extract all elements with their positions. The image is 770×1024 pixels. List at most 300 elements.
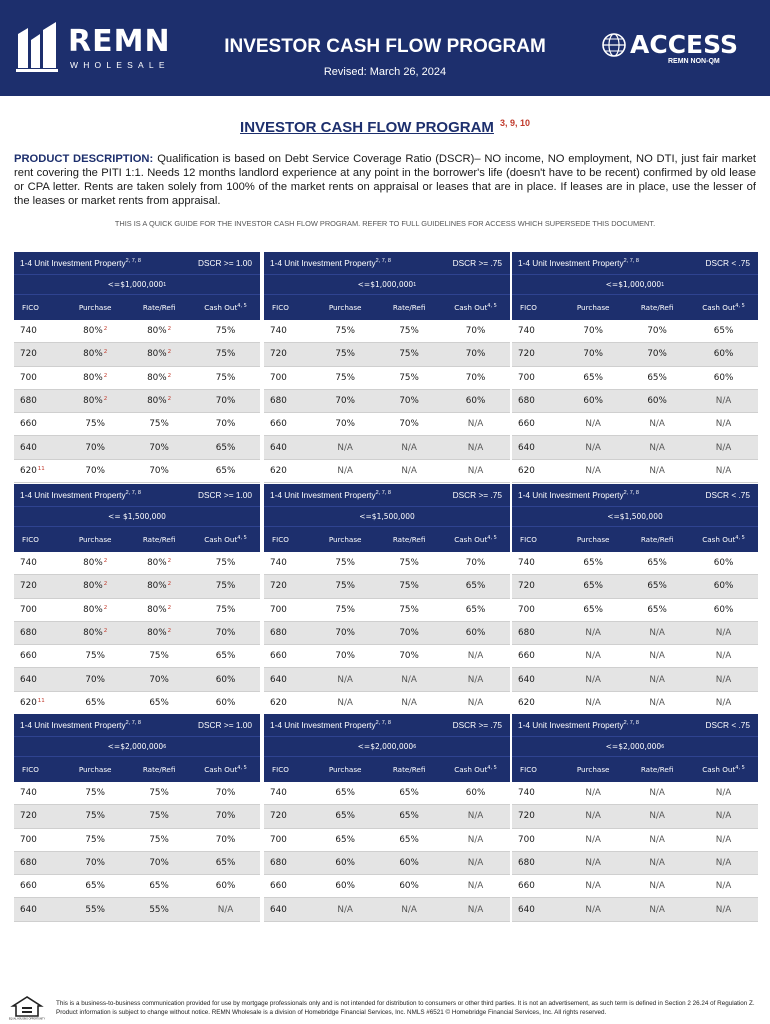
purchase-value: 65% [583, 604, 603, 615]
purchase-cell [313, 558, 377, 568]
loan-limit-row [14, 506, 260, 526]
cash-out-cell: N/A [467, 651, 484, 662]
fico-value: 700 [518, 372, 535, 383]
fico-value: 640 [518, 904, 535, 915]
purchase-cell [561, 858, 625, 868]
purchase-value: N/A [337, 674, 353, 685]
fico-value: 700 [518, 834, 535, 845]
table-row [14, 343, 260, 366]
col-purchase: Purchase [78, 765, 112, 774]
purchase-value: 60% [583, 396, 603, 407]
fico-value: 660 [518, 419, 535, 430]
purchase-cell [313, 788, 377, 798]
purchase-value: N/A [337, 904, 353, 915]
table-row [14, 367, 260, 390]
fico-value: 700 [270, 604, 287, 615]
fico-cell [264, 698, 313, 708]
loan-limit-footnote: 1 [163, 281, 167, 288]
rate-refi-value: 80% [147, 628, 167, 639]
table-row [512, 852, 758, 875]
rate-refi-value: 60% [399, 881, 419, 892]
purchase-value: N/A [585, 651, 601, 662]
ltv-table [14, 252, 260, 483]
purchase-cell [313, 396, 377, 406]
col-fico: FICO [22, 303, 39, 312]
ltv-table [264, 252, 510, 483]
table-row [14, 460, 260, 483]
loan-limit: <=$2,000,000 [107, 742, 164, 751]
col-fico: FICO [520, 765, 537, 774]
cash-out-cell: N/A [467, 834, 484, 845]
purchase-footnote: 2 [103, 558, 108, 565]
table-row [264, 898, 510, 921]
rate-refi-cell [377, 835, 441, 845]
rate-refi-footnote: 2 [167, 396, 172, 403]
rate-refi-value: 55% [149, 904, 169, 915]
rate-refi-cell [377, 651, 441, 661]
purchase-value: 75% [85, 811, 105, 822]
col-cash-out [689, 303, 758, 312]
fico-cell [14, 558, 63, 568]
fico-cell [264, 858, 313, 868]
col-fico: FICO [22, 765, 39, 774]
rate-refi-cell [377, 811, 441, 821]
fico-value: 640 [270, 442, 287, 453]
cash-out-cell: 60% [713, 558, 734, 569]
col-rate-refi: Rate/Refi [640, 535, 674, 544]
purchase-cell [313, 466, 377, 476]
fico-cell [512, 466, 561, 476]
fico-value: 740 [270, 326, 287, 337]
fico-cell [14, 788, 63, 798]
fico-cell [512, 788, 561, 798]
table-row [14, 805, 260, 828]
access-logo [600, 30, 760, 70]
purchase-value: N/A [585, 904, 601, 915]
fico-value: 680 [518, 396, 535, 407]
fico-cell [264, 558, 313, 568]
cash-out-cell: 65% [215, 651, 236, 662]
rate-refi-cell [127, 835, 191, 845]
fico-value: 620 [20, 697, 37, 708]
table-row [512, 436, 758, 459]
purchase-cell [561, 675, 625, 685]
cash-out-cell: 60% [713, 604, 734, 615]
property-type [20, 258, 141, 268]
rate-refi-cell [625, 581, 689, 591]
column-headers [14, 526, 260, 552]
fico-value: 740 [20, 558, 37, 569]
purchase-cell [561, 651, 625, 661]
fico-cell [14, 675, 63, 685]
purchase-cell [63, 373, 127, 383]
purchase-cell [313, 373, 377, 383]
rate-refi-cell [625, 419, 689, 429]
property-footnote: 2, 7, 8 [623, 720, 639, 726]
purchase-cell [63, 835, 127, 845]
fico-value: 680 [270, 628, 287, 639]
table-row [512, 367, 758, 390]
purchase-value: 80% [83, 326, 103, 337]
ltv-table [512, 484, 758, 715]
cash-out-cell: N/A [467, 881, 484, 892]
rate-refi-value: 75% [399, 326, 419, 337]
purchase-cell [313, 419, 377, 429]
ltv-table [264, 484, 510, 715]
cash-out-cell: N/A [715, 651, 732, 662]
table-header [14, 484, 260, 506]
rate-refi-cell [127, 396, 191, 406]
cash-out-cell: N/A [467, 442, 484, 453]
loan-limit-footnote: 6 [163, 743, 167, 750]
table-header [264, 714, 510, 736]
fico-value: 720 [20, 811, 37, 822]
purchase-value: 80% [83, 628, 103, 639]
fico-value: 700 [270, 372, 287, 383]
rate-refi-cell [127, 788, 191, 798]
purchase-cell [63, 905, 127, 915]
property-footnote: 2, 7, 8 [125, 258, 141, 264]
cash-out-cell: 60% [713, 581, 734, 592]
table-row [264, 367, 510, 390]
purchase-cell [561, 373, 625, 383]
col-cash-out-footnote: 4, 5 [735, 303, 745, 309]
rate-refi-value: 80% [147, 349, 167, 360]
rate-refi-cell [127, 558, 191, 568]
rate-refi-value: N/A [649, 858, 665, 869]
property-type [20, 490, 141, 500]
fico-value: 620 [518, 465, 535, 476]
rate-refi-cell [625, 905, 689, 915]
ltv-table [512, 252, 758, 483]
table-header [512, 714, 758, 736]
rate-refi-cell [377, 443, 441, 453]
rate-refi-cell [377, 466, 441, 476]
cash-out-cell: 70% [465, 372, 486, 383]
column-headers [512, 526, 758, 552]
purchase-value: 75% [335, 349, 355, 360]
table-row [14, 852, 260, 875]
rate-refi-cell [127, 675, 191, 685]
fico-value: 680 [270, 396, 287, 407]
rate-refi-value: 70% [149, 442, 169, 453]
dscr-threshold: DSCR >= .75 [452, 720, 502, 730]
rate-refi-footnote: 2 [167, 372, 172, 379]
col-purchase: Purchase [576, 535, 610, 544]
rate-refi-value: 75% [399, 372, 419, 383]
rate-refi-value: 80% [147, 581, 167, 592]
purchase-cell [63, 326, 127, 336]
col-cash-out-label: Cash Out [204, 765, 238, 774]
table-row [264, 645, 510, 668]
fico-cell [264, 349, 313, 359]
col-fico: FICO [272, 303, 289, 312]
loan-limit-row [264, 506, 510, 526]
table-row [14, 436, 260, 459]
purchase-value: 70% [335, 628, 355, 639]
rate-refi-value: N/A [649, 674, 665, 685]
rate-refi-cell [377, 881, 441, 891]
dscr-threshold: DSCR < .75 [705, 258, 750, 268]
purchase-cell [561, 349, 625, 359]
loan-limit: <=$2,000,000 [605, 742, 662, 751]
purchase-value: 70% [335, 419, 355, 430]
table-row [264, 692, 510, 715]
purchase-cell [63, 881, 127, 891]
cash-out-cell: 70% [215, 396, 236, 407]
property-type [518, 258, 639, 268]
fico-footnote: 11 [37, 465, 45, 472]
purchase-value: N/A [585, 834, 601, 845]
property-footnote: 2, 7, 8 [623, 490, 639, 496]
col-fico: FICO [22, 535, 39, 544]
rate-refi-cell [377, 675, 441, 685]
cash-out-cell: 60% [215, 674, 236, 685]
loan-limit-row [264, 736, 510, 756]
purchase-value: N/A [585, 881, 601, 892]
purchase-value: N/A [337, 442, 353, 453]
rate-refi-cell [127, 373, 191, 383]
purchase-value: 75% [335, 326, 355, 337]
fico-cell [512, 396, 561, 406]
col-cash-out [441, 303, 510, 312]
property-label: 1-4 Unit Investment Property [518, 490, 624, 500]
fico-cell [14, 651, 63, 661]
table-row [14, 552, 260, 575]
rate-refi-cell [625, 443, 689, 453]
rate-refi-cell [625, 373, 689, 383]
rate-refi-value: 60% [399, 858, 419, 869]
purchase-value: N/A [585, 811, 601, 822]
purchase-value: 80% [83, 558, 103, 569]
table-header [512, 484, 758, 506]
table-header [14, 714, 260, 736]
rate-refi-cell [377, 628, 441, 638]
fico-value: 740 [270, 558, 287, 569]
fico-value: 720 [518, 811, 535, 822]
property-type [518, 720, 639, 730]
fico-value: 700 [20, 604, 37, 615]
table-row [14, 875, 260, 898]
table-row [14, 320, 260, 343]
property-label: 1-4 Unit Investment Property [270, 258, 376, 268]
table-row [264, 575, 510, 598]
purchase-value: 80% [83, 349, 103, 360]
table-row [14, 668, 260, 691]
rate-refi-value: 70% [149, 674, 169, 685]
cash-out-cell: 75% [215, 372, 236, 383]
rate-refi-value: 70% [149, 465, 169, 476]
loan-limit-row [512, 736, 758, 756]
col-rate-refi: Rate/Refi [640, 765, 674, 774]
col-cash-out-footnote: 4, 5 [735, 765, 745, 771]
col-cash-out [191, 303, 260, 312]
purchase-footnote: 2 [103, 581, 108, 588]
rate-refi-cell [377, 788, 441, 798]
rate-refi-value: N/A [649, 651, 665, 662]
cash-out-cell: 70% [215, 811, 236, 822]
product-description [14, 152, 756, 208]
fico-value: 640 [518, 442, 535, 453]
purchase-cell [313, 628, 377, 638]
col-cash-out-label: Cash Out [454, 765, 488, 774]
fico-cell [512, 605, 561, 615]
purchase-value: N/A [585, 788, 601, 799]
purchase-value: 65% [335, 788, 355, 799]
fico-value: 680 [518, 628, 535, 639]
cash-out-cell: N/A [715, 904, 732, 915]
table-row [512, 460, 758, 483]
fico-cell [512, 881, 561, 891]
rate-refi-value: 75% [399, 558, 419, 569]
table-row [512, 875, 758, 898]
purchase-cell [63, 788, 127, 798]
rate-refi-value: 70% [399, 396, 419, 407]
loan-limit-row [14, 736, 260, 756]
cash-out-cell: N/A [467, 697, 484, 708]
fico-value: 680 [20, 858, 37, 869]
fico-value: 620 [270, 697, 287, 708]
purchase-cell [63, 811, 127, 821]
cash-out-cell: 75% [215, 349, 236, 360]
cash-out-cell: N/A [715, 834, 732, 845]
fico-cell [264, 788, 313, 798]
fico-value: 620 [20, 465, 37, 476]
loan-limit: <= $1,500,000 [108, 512, 166, 521]
rate-refi-cell [625, 396, 689, 406]
rate-refi-value: 75% [399, 349, 419, 360]
col-purchase: Purchase [328, 303, 362, 312]
purchase-value: N/A [585, 442, 601, 453]
purchase-value: 80% [83, 372, 103, 383]
rate-refi-cell [377, 558, 441, 568]
cash-out-cell: 70% [215, 834, 236, 845]
table-row [512, 343, 758, 366]
fico-cell [14, 349, 63, 359]
cash-out-cell: N/A [467, 674, 484, 685]
cash-out-cell: N/A [715, 811, 732, 822]
purchase-value: N/A [585, 674, 601, 685]
rate-refi-value: 65% [647, 581, 667, 592]
fico-cell [512, 651, 561, 661]
column-headers [512, 294, 758, 320]
cash-out-cell: 75% [215, 326, 236, 337]
fico-value: 700 [20, 834, 37, 845]
fico-cell [14, 443, 63, 453]
property-type [20, 720, 141, 730]
loan-limit-footnote: 1 [413, 281, 417, 288]
fico-value: 740 [518, 558, 535, 569]
fico-cell [264, 396, 313, 406]
fico-value: 660 [270, 881, 287, 892]
purchase-value: 60% [335, 881, 355, 892]
ltv-table [14, 484, 260, 715]
rate-refi-cell [377, 349, 441, 359]
col-rate-refi: Rate/Refi [142, 765, 176, 774]
purchase-cell [561, 581, 625, 591]
cash-out-cell: 65% [215, 465, 236, 476]
page-title [0, 118, 770, 137]
purchase-cell [561, 419, 625, 429]
fico-value: 720 [20, 349, 37, 360]
fico-value: 640 [20, 442, 37, 453]
purchase-cell [561, 835, 625, 845]
table-row [264, 782, 510, 805]
dscr-threshold: DSCR < .75 [705, 720, 750, 730]
cash-out-cell: 60% [465, 788, 486, 799]
cash-out-cell: 70% [215, 788, 236, 799]
table-row [264, 343, 510, 366]
purchase-cell [63, 558, 127, 568]
fico-value: 720 [270, 349, 287, 360]
purchase-value: 80% [83, 396, 103, 407]
fico-value: 720 [270, 811, 287, 822]
fico-cell [264, 581, 313, 591]
col-rate-refi: Rate/Refi [392, 765, 426, 774]
loan-limit-row [264, 274, 510, 294]
purchase-cell [561, 698, 625, 708]
cash-out-cell: 65% [713, 326, 734, 337]
table-row [264, 390, 510, 413]
rate-refi-cell [127, 581, 191, 591]
col-cash-out-footnote: 4, 5 [237, 765, 247, 771]
fico-value: 660 [518, 651, 535, 662]
table-row [512, 390, 758, 413]
cash-out-cell: 60% [215, 697, 236, 708]
col-cash-out-label: Cash Out [702, 535, 736, 544]
cash-out-cell: 75% [215, 581, 236, 592]
rate-refi-cell [625, 881, 689, 891]
property-type [270, 490, 391, 500]
col-rate-refi: Rate/Refi [142, 303, 176, 312]
fico-value: 680 [518, 858, 535, 869]
col-rate-refi: Rate/Refi [392, 303, 426, 312]
table-row [264, 829, 510, 852]
fico-value: 740 [518, 326, 535, 337]
purchase-cell [561, 443, 625, 453]
fico-cell [264, 443, 313, 453]
cash-out-cell: 60% [215, 881, 236, 892]
page-header [0, 0, 770, 96]
fico-cell [14, 466, 63, 476]
rate-refi-value: 80% [147, 326, 167, 337]
property-type [518, 490, 639, 500]
table-row [512, 829, 758, 852]
rate-refi-cell [377, 698, 441, 708]
loan-limit-footnote: 1 [661, 281, 665, 288]
fico-value: 640 [20, 674, 37, 685]
rate-refi-value: N/A [649, 465, 665, 476]
purchase-cell [313, 349, 377, 359]
table-row [512, 668, 758, 691]
fico-value: 740 [20, 326, 37, 337]
purchase-value: N/A [585, 697, 601, 708]
property-footnote: 2, 7, 8 [375, 490, 391, 496]
purchase-cell [561, 905, 625, 915]
purchase-value: 60% [335, 858, 355, 869]
fico-value: 680 [270, 858, 287, 869]
fico-value: 720 [270, 581, 287, 592]
fico-value: 640 [270, 904, 287, 915]
col-purchase: Purchase [576, 303, 610, 312]
fico-cell [512, 835, 561, 845]
purchase-cell [313, 881, 377, 891]
revised-date: Revised: March 26, 2024 [323, 66, 447, 78]
ltv-table [14, 714, 260, 922]
fico-value: 660 [20, 419, 37, 430]
purchase-cell [561, 628, 625, 638]
quick-guide-note: THIS IS A QUICK GUIDE FOR THE INVESTOR CASH FLOW PROGRAM. REFER TO FULL GUIDELINES FOR ACCESS WHICH SUPERSEDE THIS DOCUMENT. [114, 219, 656, 228]
